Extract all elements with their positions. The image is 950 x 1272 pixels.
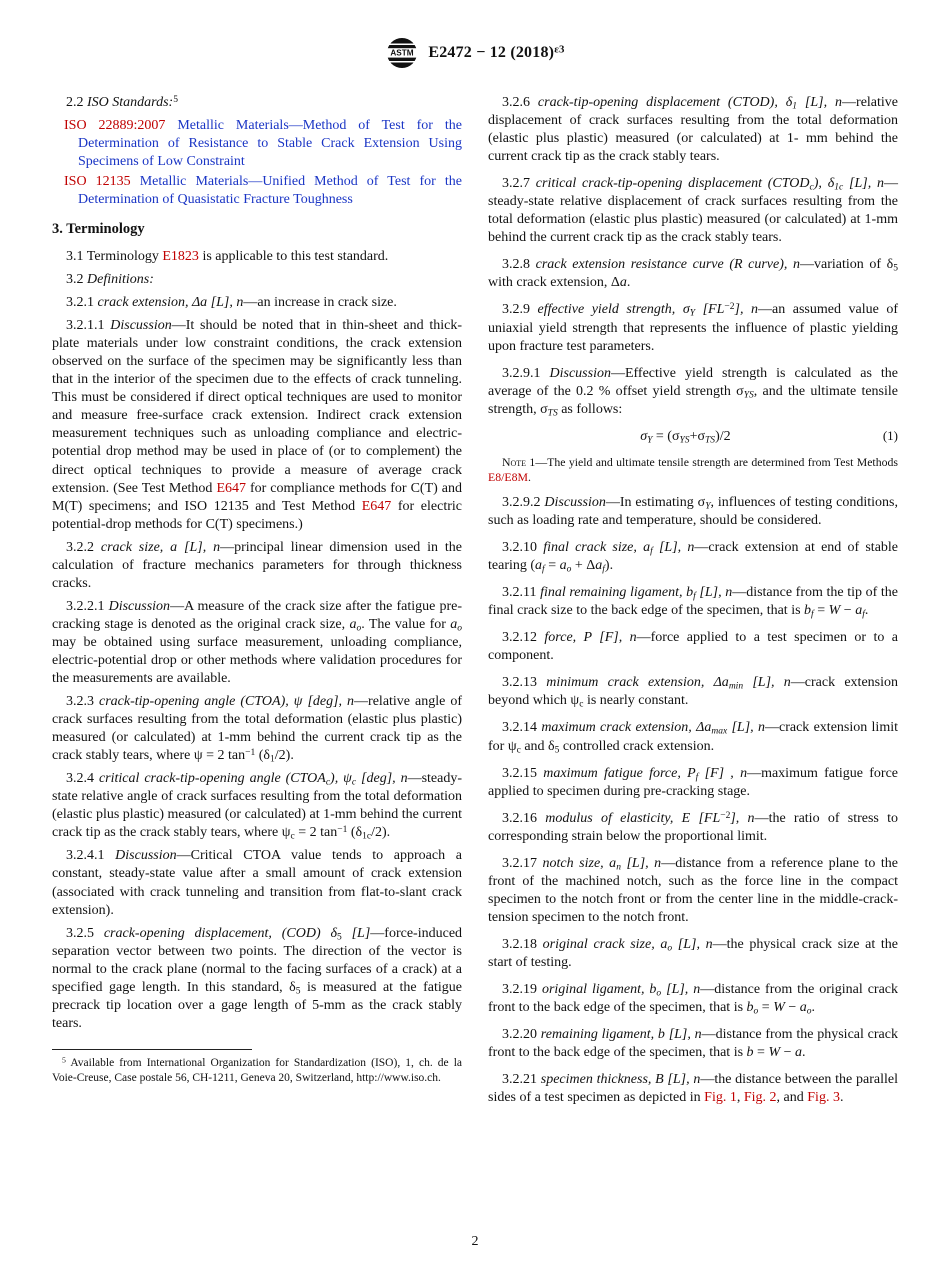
text-run: notch size, a (542, 855, 617, 871)
text-run: YS (743, 390, 754, 401)
text-run: 3.2 (66, 272, 87, 288)
text-run: a (799, 1000, 807, 1016)
reference-link[interactable]: E647 (361, 498, 392, 514)
text-run: 1c (834, 182, 844, 193)
text-run: —distance from the physical crack front to the back edge of the specimen, that is (488, 1027, 898, 1061)
text-run: for compliance methods for C(T) and M(T) specimens; and ISO 12135 and Test Method (52, 480, 462, 514)
text-run: n (616, 862, 621, 873)
text-run: , influences of testing conditions, such as loading rate and temperature, should be considered. (488, 494, 898, 529)
text-run: f (542, 564, 545, 575)
text-run: = (753, 1045, 769, 1061)
text-run: crack-opening displacement, (COD) (103, 925, 321, 941)
text-run: 5 (893, 263, 898, 274)
text-run: 3.2.5 (66, 925, 104, 941)
text-run: . (864, 603, 869, 619)
reference-link[interactable]: Metallic Materials—Method of Test for the Determination of Resistance to Stable Crack Extension Using Specimens of Low Constraint (78, 118, 463, 170)
text-run: with crack extension, Δ (488, 275, 620, 291)
text-run: is applicable to this test standard. (198, 248, 389, 264)
text-run: specimen thickness, B [L], n (540, 1072, 701, 1088)
text-run: The yield and ultimate tensile strength are determined from Test Methods (547, 454, 898, 469)
text-run: 3.2.11 (502, 585, 541, 601)
paragraph (488, 855, 898, 927)
text-run: + Δ (571, 558, 596, 574)
reference-link[interactable]: ISO 12135 (64, 174, 131, 190)
text-run: —distance from the original crack front to the back edge of the specimen, that is (488, 982, 898, 1016)
text-run: as follows: (557, 401, 623, 417)
text-run: —the distance between the parallel sides of a test specimen as depicted in (488, 1072, 898, 1106)
text-run: = (813, 603, 829, 619)
text-run: ISO Standards: (87, 95, 174, 110)
text-run: critical crack-tip-opening displacement (CTOD (535, 176, 810, 192)
text-run: − (784, 1000, 800, 1016)
text-run: 3.2.2 (66, 539, 101, 555)
paragraph (488, 301, 898, 355)
paragraph (52, 693, 462, 765)
text-run: −1 (337, 825, 348, 836)
text-run: a (450, 616, 458, 632)
text-run: 3.2.12 (502, 630, 545, 646)
text-run: 3.2.6 (502, 95, 538, 110)
text-run: —steady-state relative displacement of crack surfaces resulting from the total deformation (elastic plus plastic) measured (or calculated) at 1-mm behind the current crack tip as the crack stably tears. (488, 176, 899, 246)
text-run: 3.2.8 (502, 257, 536, 273)
text-run: c (290, 831, 295, 842)
text-run: = (544, 558, 560, 574)
paragraph (488, 981, 898, 1017)
text-run: σ (675, 302, 690, 318)
paragraph (52, 770, 462, 842)
text-run: o (753, 1006, 759, 1017)
left-column-text (52, 94, 462, 1033)
text-run: W (828, 603, 841, 619)
text-run: modulus of elasticity, E [FL (545, 810, 721, 826)
text-run: final remaining ligament, b (540, 585, 694, 601)
text-run: —Effective yield strength is calculated as the average of the 0.2 % offset yield strength σ (488, 365, 899, 399)
footnote-text (52, 1056, 462, 1086)
text-run: 5 (337, 932, 342, 942)
text-run: 3.2.21 (502, 1072, 541, 1088)
text-run: /2). (371, 825, 391, 841)
text-run: —the ratio of stress to corresponding strain below the proportional limit. (488, 810, 899, 844)
text-run: [L] (341, 925, 371, 941)
text-run: controlled crack extension. (559, 738, 715, 754)
reference-link[interactable]: Fig. 1 (704, 1090, 737, 1106)
text-run: a (795, 1045, 803, 1061)
text-run: —variation of δ (800, 257, 894, 273)
text-run: —the physical crack size at the start of testing. (488, 936, 899, 970)
text-run: [L], n (672, 936, 713, 952)
text-run: −2 (720, 810, 731, 821)
text-run: 3.2.1 (66, 295, 98, 311)
text-run: o (566, 564, 572, 575)
text-run: = (758, 1000, 774, 1016)
page-number: 2 (471, 1234, 479, 1249)
text-run: —distance from the tip of the final crack size to the back edge of the specimen, that is (488, 585, 898, 619)
text-run: . The value for (361, 616, 451, 632)
text-run: —steady-state relative angle of crack surfaces resulting from the total deformation (elastic plus plastic) measured (or calculated) at 1-mm behind the current crack tip as the crack stably tears, where ψ (52, 771, 463, 841)
text-run: Discussion (549, 365, 611, 381)
text-run: 5 (295, 986, 301, 997)
reference-link[interactable]: E647 (216, 480, 246, 496)
text-run: ), (813, 176, 822, 192)
paragraph (488, 256, 898, 292)
text-run: δ (821, 176, 835, 192)
paragraph (488, 1026, 898, 1062)
text-run: f (695, 771, 699, 782)
equation (488, 428, 883, 446)
text-run: , and the ultimate tensile strength, σ (488, 383, 898, 417)
text-run: —It should be noted that in thin-sheet and thick-plate materials under low constraint conditions, the crack extension observed on the surface of the specimen may be significantly less than that in the interior of the specimen due to the effects of crack tunneling. This must be considered if direct optical techniques are used to monitor and measure free-surface crack extension. Indirect crack extension measurement techniques such as unloading compliance and electric-potential drop method may be used in place of (or to complement) the direct optical techniques to provide a measure of average crack extension. (See Test Method (52, 318, 462, 496)
text-run: 5 (62, 1055, 66, 1065)
text-run: maximum fatigue force, P (543, 765, 696, 781)
text-run: —maximum fatigue force applied to specimen during pre-cracking stage. (488, 765, 898, 799)
text-run: f (811, 609, 814, 620)
text-run: a (559, 558, 567, 574)
standard-designation (428, 44, 564, 62)
text-run: Discussion (115, 848, 177, 864)
text-run: 3.2.19 (502, 982, 542, 998)
text-run: 5 (173, 95, 178, 106)
text-run: − (780, 1045, 796, 1061)
text-run: critical crack-tip-opening angle (CTOA (98, 771, 326, 787)
text-run: 2.2 (66, 95, 87, 110)
text-run: Available from International Organization for Standardization (ISO), 1, ch. de la Voie-Creuse, Case postale 56, CH-1211, Geneva 20, Switzerland, http://www.iso.ch. (52, 1056, 462, 1084)
standard-reference (52, 117, 462, 171)
text-run: [L], n (727, 720, 765, 736)
text-run: max (711, 726, 728, 737)
text-run: 3. Terminology (52, 221, 145, 238)
text-run: Discussion (110, 318, 172, 334)
text-run: —crack extension limit for ψ (488, 720, 898, 754)
text-run: and δ (520, 738, 555, 754)
text-run: 3.2.3 (66, 694, 99, 710)
text-run: a (349, 616, 357, 632)
text-run: f (862, 609, 865, 620)
paragraph (52, 271, 462, 289)
reference-link[interactable]: Fig. 3 (807, 1090, 840, 1106)
equation-number: (1) (882, 427, 898, 443)
text-run: ], n (734, 302, 758, 318)
text-run: = (σ (652, 428, 680, 444)
text-run: Y (689, 308, 696, 319)
text-run: o (356, 623, 362, 634)
text-run: 3.2.17 (502, 855, 543, 871)
text-run: /2). (274, 748, 294, 764)
text-run: 3.2.1.1 (66, 318, 111, 334)
text-run: ), ψ (330, 771, 352, 787)
text-run: b (746, 1045, 754, 1061)
footnote-block (52, 1049, 462, 1086)
text-run: . (626, 275, 631, 291)
text-run: , (736, 1090, 744, 1106)
paragraph (488, 539, 898, 575)
text-run: 1 (270, 754, 275, 765)
text-run: —force-induced separation vector between two points. The direction of the vector is normal to the crack plane (normal to the facing surfaces of a crack) at a specified gage length. In this standard, δ (52, 925, 463, 995)
paragraph (488, 584, 898, 620)
text-run (131, 174, 140, 189)
reference-link[interactable]: Fig. 2 (743, 1090, 777, 1106)
section-heading (52, 220, 462, 239)
designation-text: E2472 − 12 (2018) (428, 44, 555, 61)
reference-link[interactable]: Metallic Materials—Unified Method of Test for the Determination of Quasistatic Fracture Toughness (78, 174, 462, 208)
page-header (52, 36, 898, 70)
text-run: 3.2.18 (502, 936, 543, 952)
text-run: ). (604, 558, 614, 574)
text-run: f (602, 564, 605, 575)
text-run: —relative displacement of crack surfaces resulting from the total deformation (elastic plus plastic) measured (or calculated) at 1- mm behind the current crack tip as the crack stably tears. (488, 95, 899, 165)
text-run: ], n (730, 810, 755, 826)
left-column (52, 94, 462, 1214)
footnote-paragraph (52, 1056, 462, 1086)
text-run: a (619, 275, 627, 291)
text-run: . (802, 1045, 806, 1061)
text-run: 1 (792, 101, 798, 112)
text-run: final crack size, a (543, 540, 651, 556)
text-run: , and (776, 1090, 808, 1106)
text-run: min (728, 681, 744, 692)
text-run: crack-tip-opening displacement (CTOD), (537, 95, 778, 110)
paragraph (488, 719, 898, 755)
text-run: maximum crack extension, Δa (541, 720, 712, 736)
text-run: for electric potential-drop methods for C(T) specimens.) (52, 498, 462, 532)
text-run: 5 (554, 744, 560, 755)
text-run: minimum crack extension, Δa (546, 675, 729, 691)
text-run: 3.2.20 (502, 1027, 541, 1043)
text-run: 3.2.14 (502, 720, 542, 736)
text-run: 3.2.13 (502, 675, 547, 691)
text-run: 3.2.9 (502, 302, 538, 318)
text-run: —an assumed value of uniaxial yield strength that represents the influence of plastic yielding upon fracture test parameters. (488, 302, 898, 354)
text-run: . (839, 1090, 844, 1106)
text-run: δ (777, 95, 793, 110)
text-run: c (516, 744, 521, 755)
right-column (488, 94, 898, 1214)
text-run: . (811, 1000, 816, 1016)
svg-text:ASTM: ASTM (390, 48, 414, 58)
text-run: [L], n (661, 982, 701, 998)
paragraph (488, 175, 898, 247)
text-run: W (768, 1045, 781, 1061)
two-column-content (52, 94, 898, 1214)
text-run: TS (547, 408, 558, 419)
paragraph (488, 1071, 898, 1107)
text-run: —relative angle of crack surfaces resulting from the total deformation (elastic plus plastic) measured (or calculated) at 1-mm behind the current crack tip as the crack stably tears, where ψ = 2 tan (52, 694, 462, 764)
text-run: −1 (245, 748, 256, 759)
equation-row (488, 428, 898, 446)
text-run: o (806, 1006, 812, 1017)
text-run: 3.1 Terminology (66, 248, 163, 264)
paragraph (488, 936, 898, 972)
text-run: crack extension resistance curve (R curve), n (535, 257, 800, 273)
paragraph (488, 94, 898, 166)
paragraph (52, 847, 462, 919)
text-run: 3.2.15 (502, 765, 544, 781)
text-run: YS (679, 435, 690, 446)
text-run: [L], n (652, 540, 695, 556)
paragraph (488, 365, 898, 419)
text-run: [F] , n (698, 765, 748, 781)
astm-logo-icon (385, 36, 419, 70)
text-run: Discussion (544, 494, 606, 510)
text-run: 3.2.2.1 (66, 598, 109, 614)
text-run: —distance from a reference plane to the front of the machined notch, such as the force line in the compact specimen to the notch front or from the center line in the middle-crack-tension specimen to the notch front. (488, 855, 898, 925)
text-run: +σ (689, 428, 706, 444)
paragraph (488, 674, 898, 710)
reference-link[interactable]: E1823 (162, 248, 199, 264)
paragraph (52, 294, 462, 312)
text-run: σ (640, 428, 648, 444)
text-run: [deg], n (356, 771, 408, 787)
text-run: —principal linear dimension used in the calculation of fracture mechanics parameters for through thickness cracks. (52, 539, 462, 591)
text-run: is measured at the fatigue precrack tip location over a gage length of 5-mm as the crack stably tears. (52, 979, 462, 1031)
text-run: 3.2.4.1 (66, 848, 116, 864)
text-run: —crack extension beyond which ψ (488, 675, 898, 709)
text-run: force, P [F], n (544, 630, 637, 646)
footnote-rule (52, 1049, 252, 1050)
text-run: (δ (255, 748, 271, 764)
text-run: —A measure of the crack size after the fatigue pre-cracking stage is denoted as the original crack size, (52, 598, 462, 632)
text-run: Definitions: (87, 272, 154, 288)
text-run: Note 1— (502, 454, 548, 469)
standard-reference (52, 173, 462, 209)
text-run: Y (647, 435, 653, 446)
text-run: a (595, 558, 603, 574)
text-run: o (457, 623, 462, 634)
text-run: 1c (362, 831, 372, 842)
text-run: Discussion (108, 598, 171, 614)
text-run: 3.2.4 (66, 771, 99, 787)
paragraph (52, 539, 462, 593)
text-run: 3.2.7 (502, 176, 536, 192)
text-run: [L], n (695, 585, 733, 601)
text-run: may be obtained using surface measurement, unloading compliance, electric-potential drop or other methods where validation procedures for the measurements are available. (52, 634, 462, 687)
text-run: 3.2.10 (502, 540, 544, 556)
reference-link[interactable]: ISO 22889:2007 (64, 118, 166, 134)
text-run: o (667, 943, 673, 954)
text-run: − (840, 603, 856, 619)
text-run: —crack extension at end of stable tearing ( (488, 540, 899, 574)
text-run: —Critical CTOA value tends to approach a constant, steady-state value after a small amount of crack extension (associated with crack tunneling and transition from flat-to-slant crack extension). (52, 848, 462, 918)
text-run (165, 118, 177, 133)
note-paragraph (488, 455, 898, 485)
text-run: [L], n (620, 855, 662, 871)
paragraph (52, 925, 462, 1033)
text-run: W (773, 1000, 785, 1016)
text-run: c (325, 777, 331, 788)
reference-link[interactable]: E8/E8M (488, 469, 528, 484)
text-run: 3.2.9.2 (502, 494, 545, 510)
text-run: a (855, 603, 863, 619)
text-run: crack-tip-opening angle (CTOA), ψ [deg], n (99, 694, 355, 710)
text-run: f (650, 546, 653, 557)
text-run: δ (320, 925, 337, 941)
text-run: )/2 (715, 428, 731, 444)
paragraph (52, 248, 462, 266)
text-run: —an increase in crack size. (243, 295, 397, 311)
paragraph (488, 494, 898, 530)
text-run: 3.2.16 (502, 810, 546, 826)
text-run: effective yield strength, (537, 302, 676, 318)
text-run: = 2 tan (294, 825, 338, 841)
text-run: is nearly constant. (583, 693, 689, 709)
text-run: b (746, 1000, 754, 1016)
text-run: Y (705, 501, 711, 512)
text-run: —force applied to a test specimen or to a component. (488, 630, 899, 664)
text-run: TS (705, 435, 716, 446)
errata-superscript: ε3 (554, 43, 565, 56)
text-run: 3.2.9.1 (502, 365, 550, 381)
text-run: [L], n (843, 176, 885, 192)
paragraph (488, 765, 898, 801)
text-run: remaining ligament, b [L], n (540, 1027, 702, 1043)
text-run: a (535, 558, 543, 574)
text-run: [L], n (743, 675, 791, 691)
text-run: b (804, 603, 812, 619)
text-run: −2 (724, 302, 735, 313)
text-run: o (656, 988, 662, 999)
text-run: . (527, 469, 531, 484)
text-run: (δ (347, 825, 363, 841)
paragraph (52, 317, 462, 534)
text-run: f (693, 591, 696, 602)
paragraph (52, 598, 462, 688)
text-run: original ligament, b (541, 982, 657, 998)
text-run: c (809, 182, 814, 193)
text-run: crack size, a [L], n (100, 539, 221, 555)
text-run: original crack size, a (542, 936, 668, 952)
text-run: c (579, 699, 584, 710)
text-run: crack extension, Δa [L], n (97, 295, 244, 311)
paragraph (488, 810, 898, 846)
text-run: [L], n (797, 95, 843, 110)
paragraph (488, 629, 898, 665)
text-run: —In estimating σ (605, 494, 706, 510)
text-run: [FL (695, 302, 725, 318)
text-run: c (351, 777, 357, 788)
paragraph (52, 94, 462, 112)
